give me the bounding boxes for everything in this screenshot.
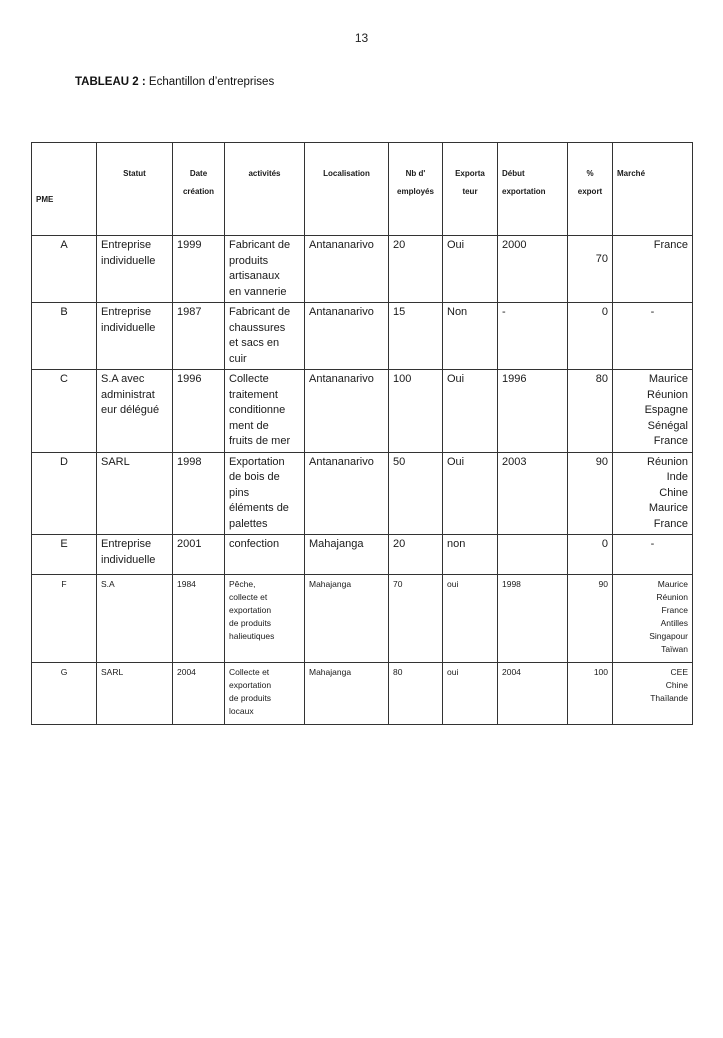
cell-marche — [613, 236, 693, 303]
cell-statut-line: SARL — [101, 455, 130, 468]
cell-localisation: Mahajanga — [305, 535, 389, 575]
cell-activites-line: locaux — [229, 706, 254, 716]
cell-statut-line: eur délégué — [101, 404, 160, 416]
cell-statut-line: S.A — [101, 579, 115, 589]
cell-activites-line: cuir — [229, 352, 247, 365]
header-nb-line2: employés — [397, 187, 434, 196]
cell-marche-line: CEE — [670, 667, 688, 677]
cell-statut — [97, 303, 173, 370]
cell-activites-line: conditionne — [229, 404, 286, 416]
cell-activites-line: ment de — [229, 419, 269, 432]
cell-activites — [225, 535, 305, 575]
cell-statut — [97, 535, 173, 575]
cell-pct-export — [568, 236, 613, 303]
header-pct-line2: export — [577, 187, 603, 196]
cell-activites — [225, 303, 305, 370]
table-row — [32, 370, 693, 453]
table-header-row — [32, 143, 693, 236]
cell-exportateur: oui — [443, 663, 498, 725]
cell-marche-line: Maurice — [648, 502, 688, 514]
cell-activites-line: exportation — [229, 605, 272, 615]
cell-marche — [613, 370, 693, 453]
cell-localisation: Mahajanga — [305, 663, 389, 725]
cell-activites-line: traitement — [229, 388, 278, 401]
cell-date-creation: 1998 — [173, 452, 225, 535]
cell-activites-line: Fabricant de — [229, 239, 291, 251]
cell-marche — [613, 575, 693, 663]
cell-statut-line: individuelle — [101, 321, 156, 334]
table-row — [32, 575, 693, 663]
table-caption-text: Echantillon d’entreprises — [145, 76, 275, 88]
header-debut-line1: Début — [502, 169, 525, 178]
cell-statut-line: Entreprise — [101, 306, 152, 318]
cell-marche-line: Réunion — [647, 455, 688, 468]
cell-pme: B — [32, 303, 97, 370]
header-activites: activités — [225, 143, 305, 236]
cell-debut-exportation: 1996 — [498, 370, 568, 453]
cell-marche-line: Sénégal — [647, 419, 688, 432]
cell-activites-line: Collecte — [229, 373, 269, 385]
cell-activites-line: halieutiques — [229, 631, 275, 641]
cell-localisation: Antananarivo — [305, 452, 389, 535]
cell-activites-line: en vannerie — [229, 285, 287, 298]
cell-marche-line: Réunion — [656, 592, 688, 602]
cell-localisation: Antananarivo — [305, 303, 389, 370]
cell-activites-line: palettes — [229, 517, 268, 530]
header-marche: Marché — [613, 143, 693, 236]
cell-nb-employes: 80 — [389, 663, 443, 725]
header-localisation: Localisation — [305, 143, 389, 236]
cell-date-creation: 1987 — [173, 303, 225, 370]
cell-activites-line: Fabricant de — [229, 306, 291, 318]
cell-exportateur: Oui — [443, 370, 498, 453]
cell-activites-line: confection — [229, 538, 280, 550]
cell-statut — [97, 236, 173, 303]
cell-activites — [225, 575, 305, 663]
cell-marche — [613, 663, 693, 725]
cell-localisation: Antananarivo — [305, 370, 389, 453]
cell-pme: E — [32, 535, 97, 575]
cell-activites — [225, 452, 305, 535]
cell-statut-line: S.A avec — [101, 373, 145, 385]
cell-marche-line: Maurice — [657, 579, 688, 589]
cell-pct-export: 80 — [568, 370, 613, 453]
cell-marche-line: Singapour — [649, 631, 688, 641]
cell-debut-exportation: 1998 — [498, 575, 568, 663]
cell-activites-line: Pêche, — [229, 579, 256, 589]
cell-marche-line: Thaïlande — [650, 693, 688, 703]
header-nb-line1: Nb d' — [405, 169, 426, 178]
cell-marche-line: Espagne — [644, 404, 688, 416]
cell-statut-line: SARL — [101, 667, 124, 677]
cell-statut-line: individuelle — [101, 553, 156, 566]
cell-activites-line: et sacs en — [229, 337, 280, 349]
cell-date-creation: 1984 — [173, 575, 225, 663]
cell-debut-exportation: - — [498, 303, 568, 370]
header-exportateur-line1: Exporta — [455, 169, 485, 178]
header-exportateur-line2: teur — [462, 187, 478, 196]
cell-debut-exportation: 2003 — [498, 452, 568, 535]
cell-activites-line: Exportation — [229, 455, 285, 468]
enterprise-sample-table — [31, 142, 693, 725]
header-exportateur — [443, 143, 498, 236]
cell-nb-employes: 70 — [389, 575, 443, 663]
cell-marche — [613, 452, 693, 535]
cell-marche-line: France — [653, 517, 688, 530]
table-row — [32, 535, 693, 575]
cell-marche-line: Chine — [665, 680, 688, 690]
cell-debut-exportation — [498, 535, 568, 575]
cell-pct-export: 0 — [568, 303, 613, 370]
cell-activites — [225, 370, 305, 453]
cell-exportateur: non — [443, 535, 498, 575]
cell-marche-line: France — [653, 239, 688, 251]
header-date-line2: création — [182, 187, 215, 196]
cell-pme: A — [32, 236, 97, 303]
cell-statut — [97, 663, 173, 725]
cell-statut — [97, 370, 173, 453]
cell-exportateur: oui — [443, 575, 498, 663]
cell-activites-line: produits — [229, 254, 269, 267]
cell-pct-export: 0 — [568, 535, 613, 575]
cell-debut-exportation: 2000 — [498, 236, 568, 303]
cell-pme: C — [32, 370, 97, 453]
cell-pct-export-value: 70 — [595, 253, 608, 265]
header-debut-exportation — [498, 143, 568, 236]
cell-statut — [97, 575, 173, 663]
cell-activites-line: exportation — [229, 680, 272, 690]
table-row — [32, 303, 693, 370]
header-date-line1: Date — [189, 169, 208, 178]
cell-activites-line: de bois de — [229, 471, 280, 483]
cell-pme: D — [32, 452, 97, 535]
cell-statut-line: administrat — [101, 388, 155, 401]
cell-exportateur: Oui — [443, 452, 498, 535]
cell-nb-employes: 100 — [389, 370, 443, 453]
cell-activites-line: fruits de mer — [229, 435, 291, 447]
cell-marche-line: - — [650, 538, 655, 550]
header-pct-line1: % — [586, 169, 594, 178]
table-row — [32, 663, 693, 725]
cell-activites — [225, 663, 305, 725]
header-pct-export — [568, 143, 613, 236]
table-caption-label: TABLEAU 2 : — [75, 76, 146, 88]
cell-pct-export: 90 — [568, 452, 613, 535]
cell-nb-employes: 50 — [389, 452, 443, 535]
cell-nb-employes: 15 — [389, 303, 443, 370]
cell-activites — [225, 236, 305, 303]
cell-date-creation: 2004 — [173, 663, 225, 725]
header-date-creation — [173, 143, 225, 236]
header-debut-line2: exportation — [502, 187, 546, 196]
cell-marche — [613, 535, 693, 575]
cell-date-creation: 1999 — [173, 236, 225, 303]
cell-activites-line: collecte et — [229, 592, 268, 602]
cell-statut-line: individuelle — [101, 254, 156, 267]
cell-marche — [613, 303, 693, 370]
table-caption — [75, 76, 274, 88]
cell-marche-line: France — [661, 605, 688, 615]
cell-activites-line: artisanaux — [229, 270, 280, 282]
cell-exportateur: Oui — [443, 236, 498, 303]
cell-date-creation: 2001 — [173, 535, 225, 575]
cell-localisation: Mahajanga — [305, 575, 389, 663]
header-nb-employes — [389, 143, 443, 236]
cell-marche-line: Antilles — [660, 618, 688, 628]
cell-marche-line: France — [653, 435, 688, 447]
cell-activites-line: de produits — [229, 618, 272, 628]
cell-pme: G — [32, 663, 97, 725]
cell-date-creation: 1996 — [173, 370, 225, 453]
cell-activites-line: de produits — [229, 693, 272, 703]
cell-statut-line: Entreprise — [101, 538, 152, 550]
cell-marche-line: Inde — [666, 471, 688, 483]
cell-statut-line: Entreprise — [101, 239, 152, 251]
cell-nb-employes: 20 — [389, 236, 443, 303]
table-row — [32, 236, 693, 303]
cell-nb-employes: 20 — [389, 535, 443, 575]
table-body — [32, 236, 693, 725]
page-number: 13 — [354, 31, 369, 45]
cell-localisation: Antananarivo — [305, 236, 389, 303]
cell-activites-line: Collecte et — [229, 667, 270, 677]
cell-pct-export: 90 — [568, 575, 613, 663]
cell-marche-line: Taïwan — [661, 644, 688, 654]
cell-marche-line: - — [650, 306, 655, 318]
cell-debut-exportation: 2004 — [498, 663, 568, 725]
cell-pct-export: 100 — [568, 663, 613, 725]
cell-marche-line: Réunion — [647, 388, 688, 401]
cell-statut — [97, 452, 173, 535]
cell-exportateur: Non — [443, 303, 498, 370]
cell-activites-line: pins — [229, 486, 250, 499]
table-row — [32, 452, 693, 535]
cell-marche-line: Chine — [659, 486, 688, 499]
cell-pme: F — [32, 575, 97, 663]
cell-activites-line: chaussures — [229, 321, 286, 334]
cell-marche-line: Maurice — [648, 373, 688, 385]
header-statut: Statut — [97, 143, 173, 236]
cell-activites-line: éléments de — [229, 502, 289, 514]
header-pme: PME — [32, 143, 97, 236]
